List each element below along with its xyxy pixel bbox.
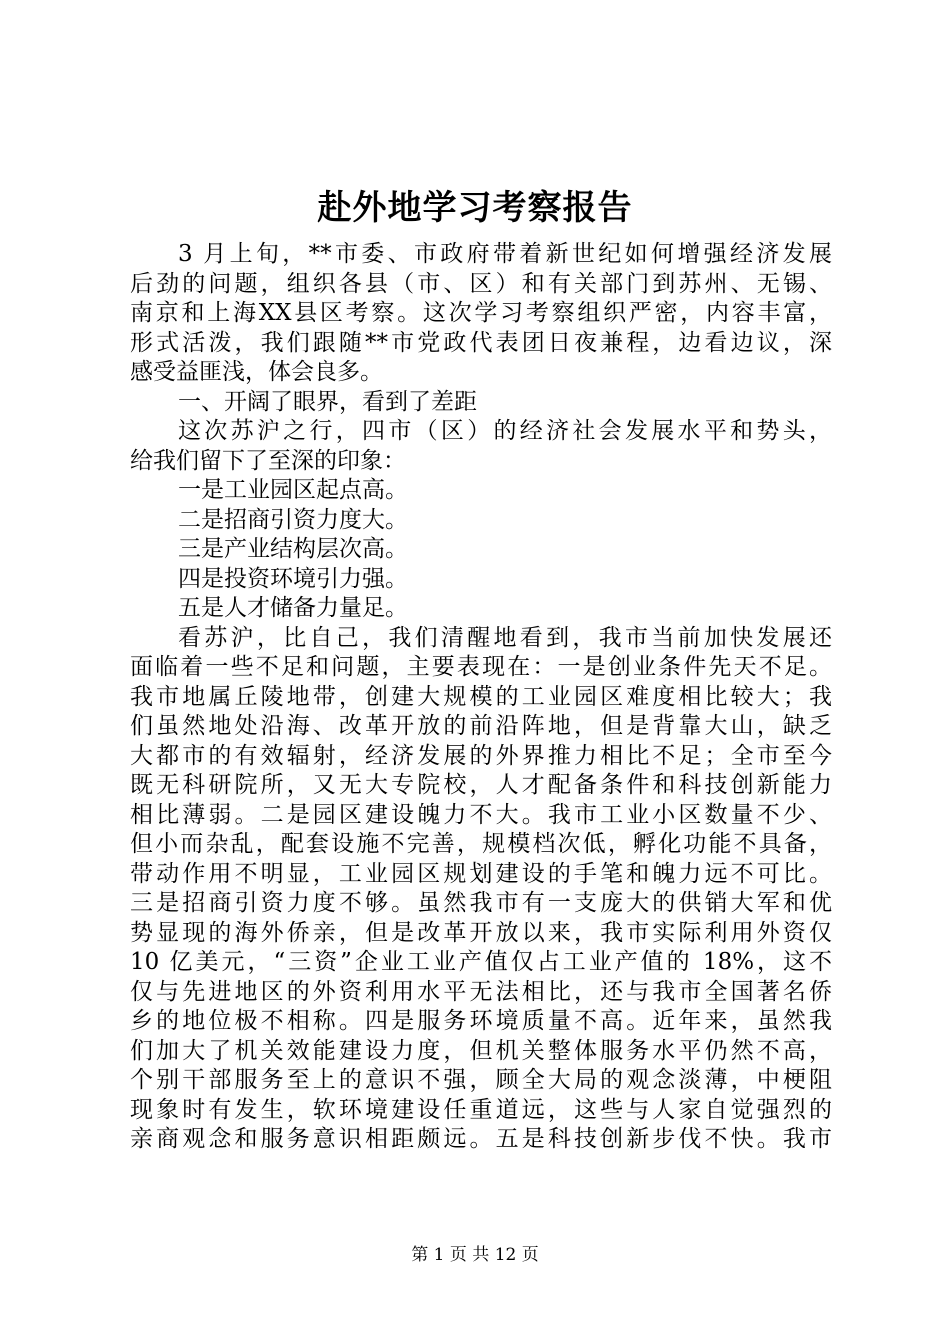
section-heading: 一、开阔了眼界，看到了差距: [178, 388, 477, 415]
text-line: 看苏沪，比自己，我们清醒地看到，我市当前加快发展还: [178, 624, 832, 651]
list-item: 二是招商引资力度大。: [178, 506, 408, 533]
text-line: 既无科研院所，又无大专院校，人才配备条件和科技创新能力: [130, 772, 832, 798]
text-line: 10 亿美元，“三资”企业工业产值仅占工业产值的 18%，这不: [130, 949, 832, 975]
text-line: 这次苏沪之行，四市（区）的经济社会发展水平和势头，: [178, 418, 832, 444]
text-line: 亲商观念和服务意识相距颇远。五是科技创新步伐不快。我市: [130, 1126, 832, 1152]
text-line: 们虽然地处沿海、改革开放的前沿阵地，但是背靠大山，缺乏: [130, 713, 832, 739]
text-line: 相比薄弱。二是园区建设魄力不大。我市工业小区数量不少、: [130, 801, 832, 828]
text-line: 南京和上海XX县区考察。这次学习考察组织严密，内容丰富，: [130, 300, 832, 326]
text-line: 形式活泼，我们跟随**市党政代表团日夜兼程，边看边议，深: [130, 329, 832, 356]
body-text: [130, 240, 832, 1155]
text-line: 面临着一些不足和问题，主要表现在：一是创业条件先天不足。: [130, 654, 832, 680]
text-line: 但小而杂乱，配套设施不完善，规模档次低，孵化功能不具备，: [130, 831, 832, 857]
text-line: 们加大了机关效能建设力度，但机关整体服务水平仍然不高，: [130, 1037, 832, 1064]
text-line: 大都市的有效辐射，经济发展的外界推力相比不足；全市至今: [130, 742, 832, 769]
text-line: 乡的地位极不相称。四是服务环境质量不高。近年来，虽然我: [130, 1008, 832, 1034]
text-line: 带动作用不明显，工业园区规划建设的手笔和魄力远不可比。: [130, 860, 832, 887]
text-line: 个别干部服务至上的意识不强，顾全大局的观念淡薄，中梗阻: [130, 1067, 832, 1093]
list-item: 三是产业结构层次高。: [178, 536, 408, 562]
page-title: 赴外地学习考察报告: [317, 188, 633, 228]
text-line: 3 月上旬，**市委、市政府带着新世纪如何增强经济发展: [178, 241, 832, 267]
list-item: 四是投资环境引力强。: [178, 565, 408, 592]
text-line: 现象时有发生，软环境建设任重道远，这些与人家自觉强烈的: [130, 1096, 832, 1123]
text-line: 感受益匪浅，体会良多。: [130, 359, 383, 385]
text-line: 给我们留下了至深的印象：: [130, 447, 406, 474]
list-item: 五是人才储备力量足。: [178, 595, 408, 621]
text-line: 后劲的问题，组织各县（市、区）和有关部门到苏州、无锡、: [130, 270, 832, 297]
text-line: 我市地属丘陵地带，创建大规模的工业园区难度相比较大；我: [130, 683, 832, 710]
text-line: 势显现的海外侨亲，但是改革开放以来，我市实际利用外资仅: [130, 919, 832, 946]
text-line: 仅与先进地区的外资利用水平无法相比，还与我市全国著名侨: [130, 978, 832, 1005]
page-number: 第 1 页 共 12 页: [411, 1245, 539, 1265]
text-line: 三是招商引资力度不够。虽然我市有一支庞大的供销大军和优: [130, 890, 832, 916]
list-item: 一是工业园区起点高。: [178, 477, 408, 503]
